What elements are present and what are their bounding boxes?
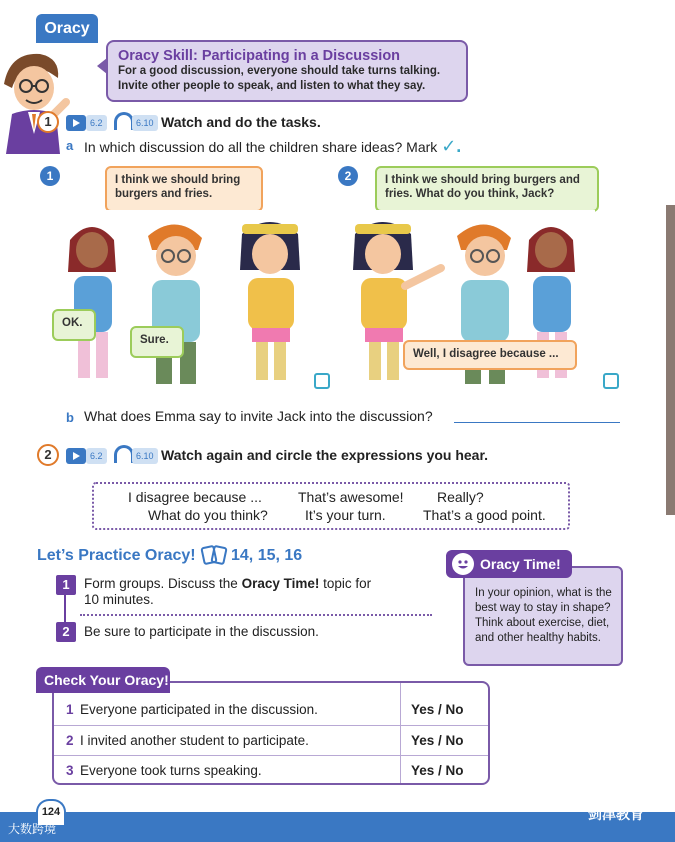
ok-speech-bubble: OK. — [52, 309, 96, 341]
step-divider — [80, 614, 432, 616]
step-1-text: Form groups. Discuss the Oracy Time! topic for 10 minutes. — [84, 576, 372, 607]
skill-line-2: Invite other people to speak, and listen to what they say. — [118, 80, 426, 92]
video-tag: 6.2 — [86, 115, 107, 131]
table-row — [54, 695, 488, 725]
step-2-number: 2 — [56, 622, 76, 642]
question-b-letter: b — [66, 410, 74, 425]
scene-2-checkbox[interactable] — [603, 373, 619, 389]
video-play-icon[interactable] — [66, 115, 86, 131]
yes-no-choice[interactable]: Yes / No — [411, 763, 464, 778]
row-number: 3 — [66, 763, 74, 778]
oracy-time-text: In your opinion, what is the best way to stay in shape? Think about exercise, diet, and other healthy habits. — [475, 587, 612, 644]
question-b-text: What does Emma say to invite Jack into the discussion? — [84, 408, 433, 424]
audio-tag: 6.10 — [132, 448, 158, 464]
check-table — [52, 681, 490, 785]
oracy-time-box — [463, 566, 623, 666]
row-number: 1 — [66, 702, 74, 717]
section-tab: Oracy — [36, 14, 98, 42]
expression-item[interactable]: It’s your turn. — [305, 507, 386, 523]
oracy-time-title: Oracy Time! — [446, 550, 572, 578]
disagree-speech-bubble: Well, I disagree because ... — [403, 340, 577, 370]
footer-logo: 大数跨境 — [8, 822, 57, 836]
expression-item[interactable]: That’s a good point. — [423, 507, 546, 523]
check-oracy-title: Check Your Oracy! — [36, 667, 170, 693]
scene-1-checkbox[interactable] — [314, 373, 330, 389]
task-2-instruction: Watch again and circle the expressions you hear. — [161, 447, 489, 463]
checkmark-icon: ✓. — [441, 136, 462, 156]
footer-brand: 剑津教育 — [588, 806, 644, 822]
task-1-instruction: Watch and do the tasks. — [161, 114, 321, 130]
expression-item[interactable]: That’s awesome! — [298, 489, 404, 505]
smiley-icon — [452, 553, 474, 575]
task-2-number: 2 — [37, 444, 59, 466]
yes-no-choice[interactable]: Yes / No — [411, 733, 464, 748]
audio-headset-icon[interactable] — [114, 445, 134, 463]
side-photo — [666, 205, 675, 515]
row-text: I invited another student to participate. — [80, 733, 309, 748]
audio-tag: 6.10 — [132, 115, 158, 131]
row-text: Everyone took turns speaking. — [80, 763, 262, 778]
expression-item[interactable]: I disagree because ... — [128, 489, 262, 505]
row-number: 2 — [66, 733, 74, 748]
audio-headset-icon[interactable] — [114, 112, 134, 130]
page-number: 124 — [36, 799, 66, 825]
cards-icon — [200, 544, 230, 566]
scene-1-number: 1 — [40, 166, 60, 186]
practice-title: Let’s Practice Oracy! — [37, 547, 196, 564]
expression-item[interactable]: What do you think? — [148, 507, 268, 523]
scene-2-number: 2 — [338, 166, 358, 186]
expression-item[interactable]: Really? — [437, 489, 484, 505]
yes-no-choice[interactable]: Yes / No — [411, 702, 464, 717]
skill-title: Oracy Skill: Participating in a Discussion — [118, 48, 401, 64]
scene-2-speech-bubble: I think we should bring burgers and fries. What do you think, Jack? — [375, 166, 599, 212]
video-tag: 6.2 — [86, 448, 107, 464]
step-1-number: 1 — [56, 575, 76, 595]
video-play-icon[interactable] — [66, 448, 86, 464]
question-a-text: In which discussion do all the children share ideas? Mark ✓. — [84, 136, 462, 156]
tab-underline — [36, 40, 98, 43]
oracy-skill-box — [106, 40, 468, 102]
table-row — [54, 755, 488, 785]
skill-line-1: For a good discussion, everyone should take turns talking. — [118, 65, 441, 77]
row-text: Everyone participated in the discussion. — [80, 702, 318, 717]
answer-line[interactable] — [454, 422, 620, 423]
scene-1-illustration — [52, 210, 312, 390]
table-row — [54, 725, 488, 755]
scene-1-speech-bubble: I think we should bring burgers and fries. — [105, 166, 263, 212]
sure-speech-bubble: Sure. — [130, 326, 184, 358]
practice-refs: 14, 15, 16 — [231, 547, 303, 564]
footer-bar — [0, 812, 675, 842]
question-a-letter: a — [66, 138, 74, 153]
step-2-text: Be sure to participate in the discussion. — [84, 624, 319, 639]
teacher-illustration — [0, 44, 70, 154]
task-1-number: 1 — [37, 111, 59, 133]
